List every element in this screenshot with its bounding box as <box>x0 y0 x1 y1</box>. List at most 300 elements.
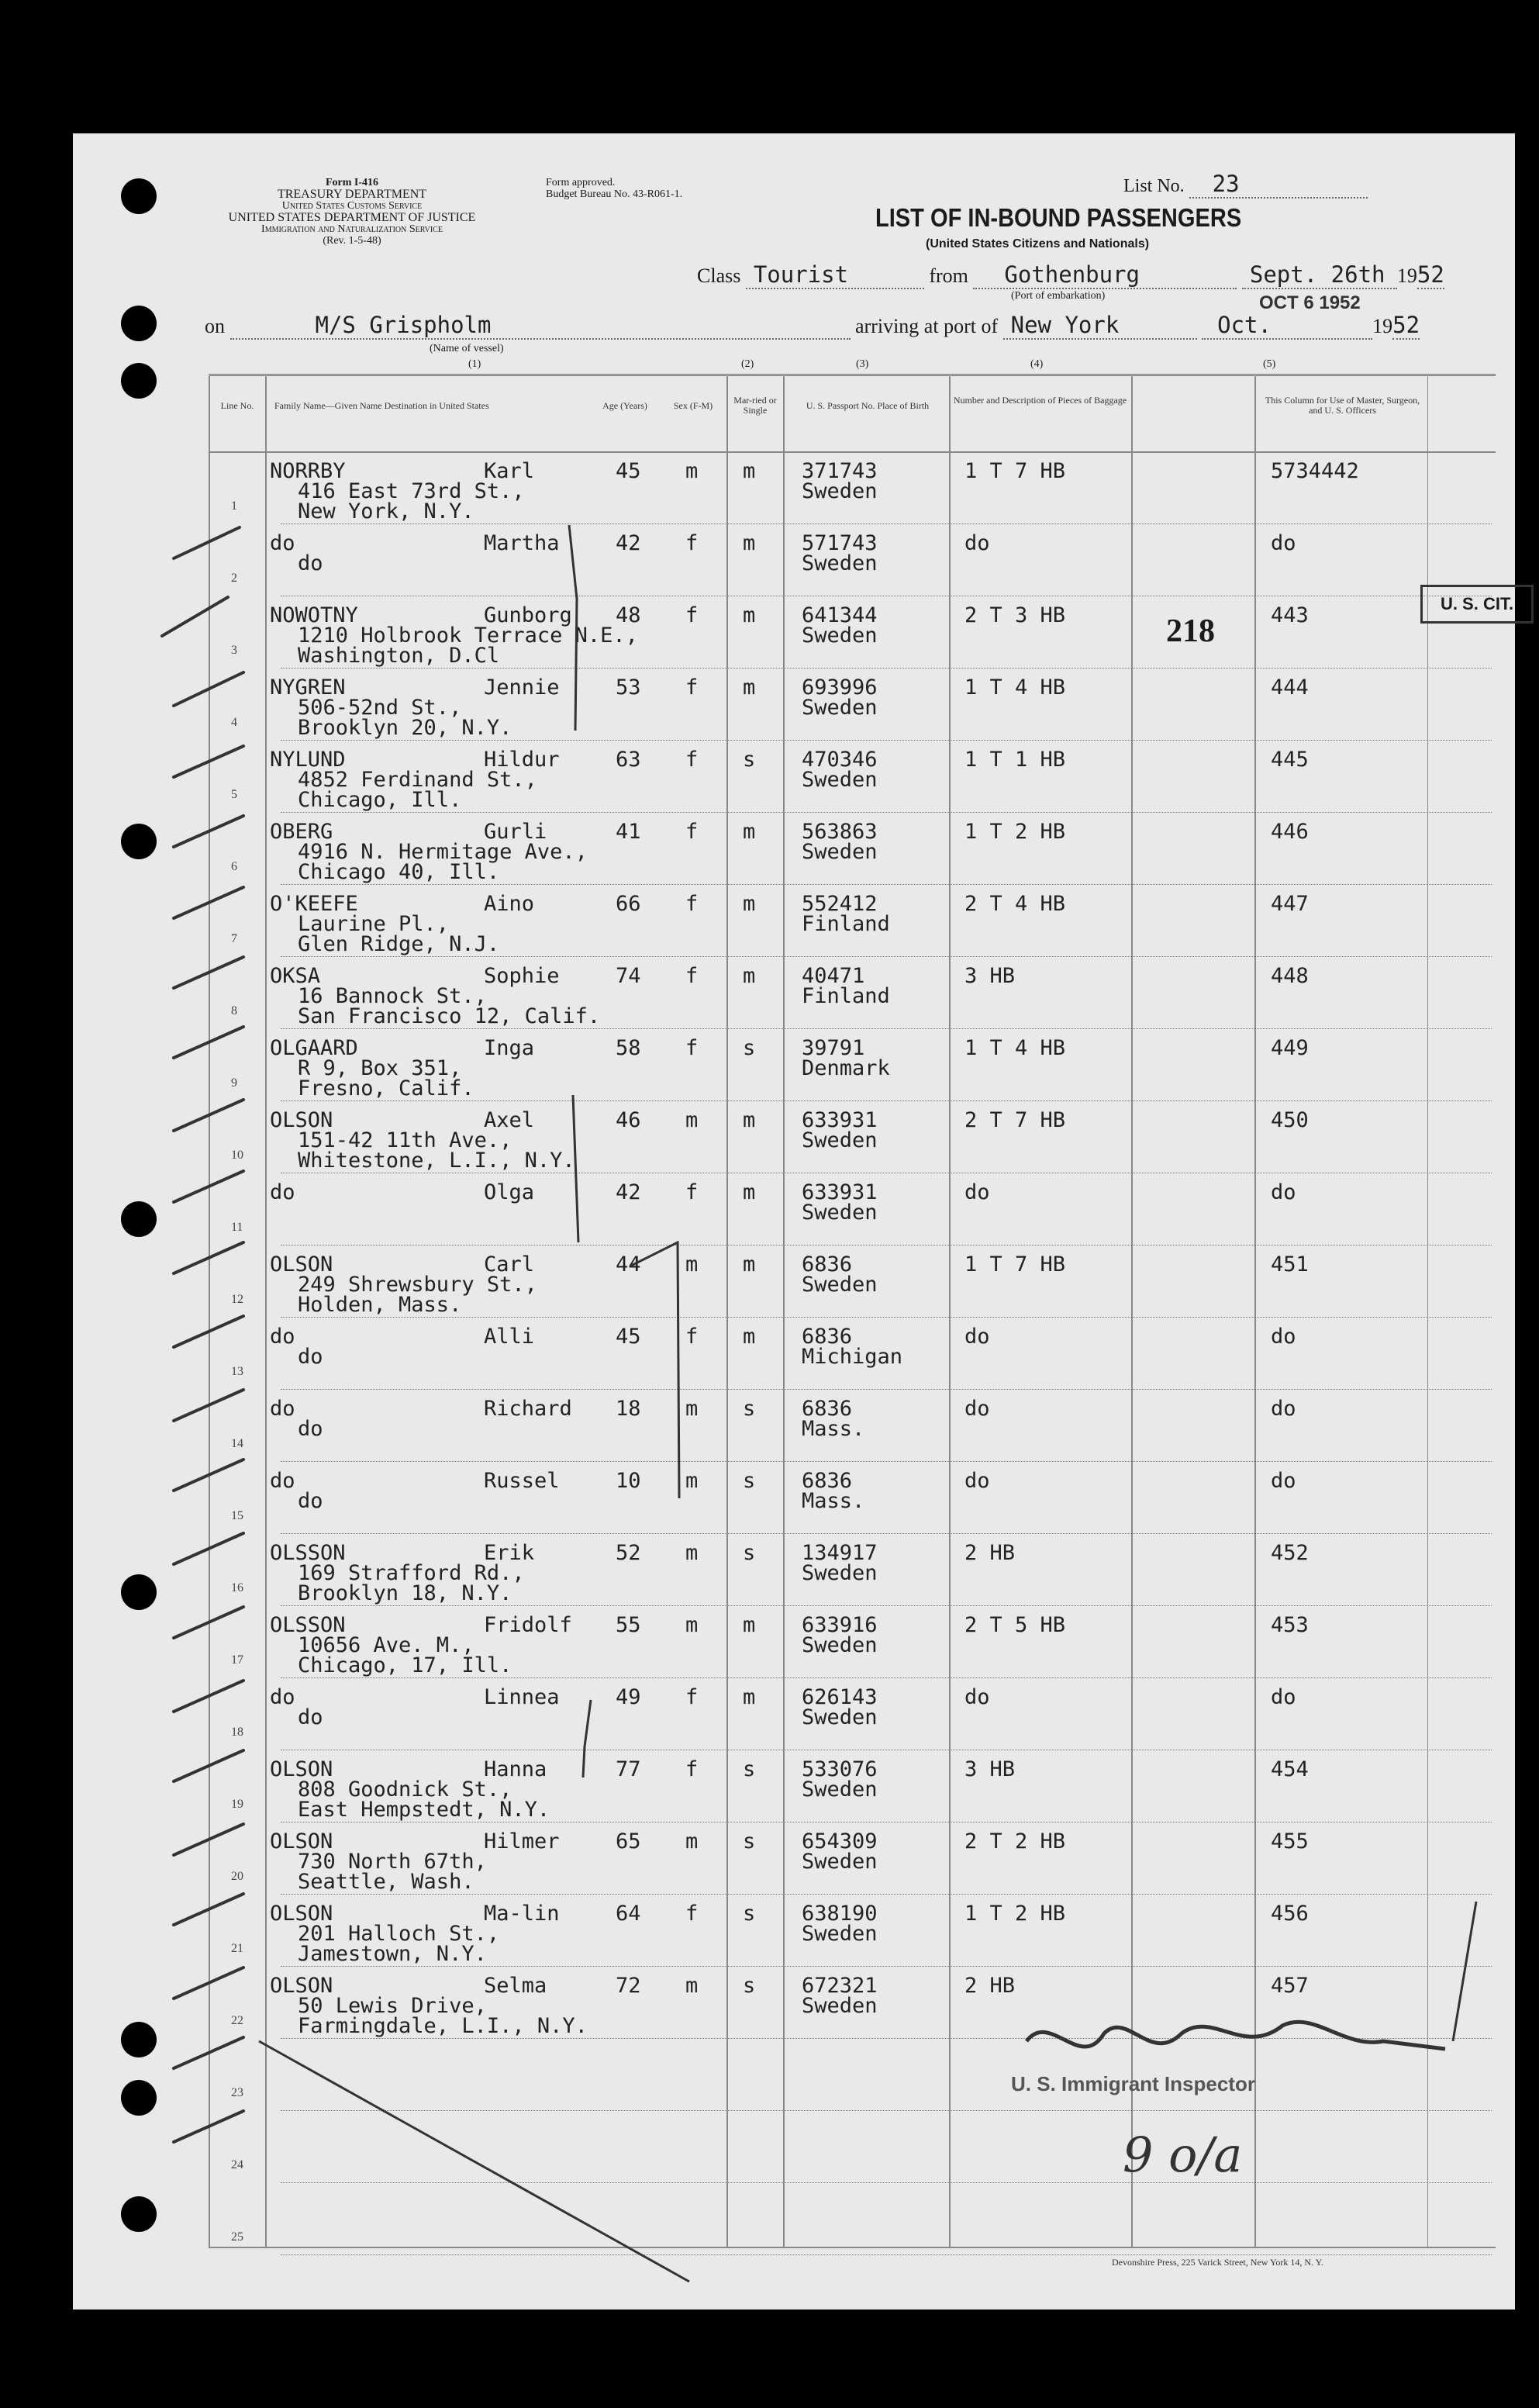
justice-dept: UNITED STATES DEPARTMENT OF JUSTICE <box>228 211 476 224</box>
signature-flourish <box>1453 1902 1476 2041</box>
sex: m <box>685 1541 699 1565</box>
age: 44 <box>616 1252 641 1277</box>
family-bracket <box>569 525 577 731</box>
line-number: 25 <box>231 2230 243 2244</box>
officer-use: 451 <box>1271 1252 1309 1277</box>
officer-use: do <box>1271 1469 1296 1493</box>
form-number: Form I-416 <box>325 177 379 188</box>
given-name: Richard <box>484 1397 572 1421</box>
family-name: OLSON <box>270 1108 333 1132</box>
arrival-date: Oct. <box>1202 312 1372 340</box>
family-name: do <box>270 1397 295 1421</box>
family-name: OLGAARD <box>270 1036 358 1060</box>
birthplace: Mass. <box>802 1489 865 1513</box>
birthplace: Sweden <box>802 479 878 503</box>
officer-use: 450 <box>1271 1108 1309 1132</box>
baggage: 2 T 5 HB <box>964 1613 1066 1637</box>
passport-no: 626143 <box>802 1685 878 1709</box>
header-officers: This Column for Use of Master, Surgeon, and U. S. Officers <box>1265 395 1420 416</box>
family-bracket <box>573 1095 578 1242</box>
age: 66 <box>616 892 641 916</box>
address-line-1: 808 Goodnick St., <box>298 1777 512 1802</box>
line-number: 8 <box>231 1004 237 1017</box>
line-number: 22 <box>231 2014 243 2027</box>
family-name: do <box>270 1685 295 1709</box>
header-age: Age (Years) <box>602 400 647 411</box>
on-label: on <box>205 315 225 337</box>
baggage: do <box>964 1325 990 1349</box>
baggage: 1 T 7 HB <box>964 459 1066 483</box>
marital-status: m <box>743 459 756 483</box>
officer-use: 452 <box>1271 1541 1309 1565</box>
line-number: 19 <box>231 1798 243 1811</box>
col-num-2: (2) <box>741 358 754 370</box>
header-passport: U. S. Passport No. Place of Birth <box>806 400 930 411</box>
line-number: 16 <box>231 1581 243 1594</box>
family-name: NORRBY <box>270 459 346 483</box>
marital-status: s <box>743 1469 756 1493</box>
birthplace: Sweden <box>802 1201 878 1225</box>
birthplace: Finland <box>802 984 890 1008</box>
baggage: 2 HB <box>964 1974 1016 1998</box>
marital-status: s <box>743 1397 756 1421</box>
birthplace: Sweden <box>802 1273 878 1297</box>
given-name: Karl <box>484 459 535 483</box>
sex: m <box>685 1397 699 1421</box>
tick-mark <box>174 1242 243 1273</box>
officer-use: 453 <box>1271 1613 1309 1637</box>
age: 65 <box>616 1829 641 1854</box>
address-line-2: Brooklyn 20, N.Y. <box>298 716 512 740</box>
birthplace: Sweden <box>802 1850 878 1874</box>
given-name: Hildur <box>484 748 560 772</box>
given-name: Selma <box>484 1974 547 1998</box>
line-number: 10 <box>231 1149 243 1162</box>
passport-no: 672321 <box>802 1974 878 1998</box>
family-name: do <box>270 1180 295 1204</box>
sex: f <box>685 892 699 916</box>
baggage: 1 T 4 HB <box>964 1036 1066 1060</box>
marital-status: s <box>743 1829 756 1854</box>
tick-mark <box>174 1894 243 1925</box>
marital-status: m <box>743 603 756 627</box>
given-name: Carl <box>484 1252 535 1277</box>
port-caption: (Port of embarkation) <box>1011 290 1106 302</box>
line-number: 11 <box>231 1221 243 1234</box>
tick-mark <box>174 2037 243 2068</box>
birthplace: Finland <box>802 912 890 936</box>
birthplace: Sweden <box>802 551 878 575</box>
family-name: OBERG <box>270 820 333 844</box>
address-line-1: do <box>298 1489 323 1513</box>
given-name: Gunborg <box>484 603 572 627</box>
family-bracket <box>631 1242 679 1498</box>
vessel-caption: (Name of vessel) <box>430 343 504 354</box>
header-baggage: Number and Description of Pieces of Baggage <box>953 395 1127 406</box>
tick-mark <box>174 1681 243 1712</box>
given-name: Ma-lin <box>484 1902 560 1926</box>
age: 45 <box>616 1325 641 1349</box>
sex: m <box>685 1252 699 1277</box>
void-slash <box>259 2041 689 2282</box>
passport-no: 470346 <box>802 748 878 772</box>
officer-use: 456 <box>1271 1902 1309 1926</box>
sex: f <box>685 748 699 772</box>
tick-mark <box>174 1100 243 1131</box>
address-line-2: New York, N.Y. <box>298 499 474 523</box>
officer-use: do <box>1271 1180 1296 1204</box>
line-number: 20 <box>231 1870 243 1883</box>
passport-no: 633931 <box>802 1180 878 1204</box>
birthplace: Sweden <box>802 1777 878 1802</box>
baggage: do <box>964 1180 990 1204</box>
marital-status: m <box>743 531 756 555</box>
line-number: 7 <box>231 932 237 945</box>
marital-status: m <box>743 820 756 844</box>
marital-status: m <box>743 964 756 988</box>
sex: f <box>685 964 699 988</box>
ins-service: Immigration and Naturalization Service <box>261 223 443 235</box>
address-line-1: 169 Strafford Rd., <box>298 1561 525 1585</box>
officer-use: 455 <box>1271 1829 1309 1854</box>
age: 46 <box>616 1108 641 1132</box>
tick-mark <box>174 1171 243 1202</box>
marital-status: m <box>743 892 756 916</box>
sex: m <box>685 1108 699 1132</box>
family-name: NYLUND <box>270 748 346 772</box>
line-number: 24 <box>231 2158 243 2171</box>
tick-mark <box>174 527 240 558</box>
marital-status: s <box>743 1902 756 1926</box>
family-name: OLSON <box>270 1902 333 1926</box>
baggage: 2 HB <box>964 1541 1016 1565</box>
birthplace: Sweden <box>802 1128 878 1152</box>
family-name: OLSON <box>270 1974 333 1998</box>
marital-status: m <box>743 675 756 700</box>
passport-no: 571743 <box>802 531 878 555</box>
passport-no: 552412 <box>802 892 878 916</box>
col-num-4: (4) <box>1030 358 1044 370</box>
sex: m <box>685 1974 699 1998</box>
given-name: Aino <box>484 892 535 916</box>
year-suffix: 52 <box>1392 312 1420 338</box>
tick-mark <box>174 1460 243 1491</box>
address-line-1: 1210 Holbrook Terrace N.E., <box>298 624 638 648</box>
class-label: Class <box>697 264 741 287</box>
year-prefix: 19 <box>1372 315 1393 337</box>
address-line-2: Chicago 40, Ill. <box>298 860 500 884</box>
baggage: 1 T 2 HB <box>964 820 1066 844</box>
given-name: Olga <box>484 1180 535 1204</box>
officer-use: 454 <box>1271 1757 1309 1781</box>
baggage: 2 T 7 HB <box>964 1108 1066 1132</box>
baggage: 2 T 3 HB <box>964 603 1066 627</box>
header-name: Family Name—Given Name Destination in United States <box>274 400 489 411</box>
tick-mark <box>174 957 243 988</box>
address-line-1: 249 Shrewsbury St., <box>298 1273 537 1297</box>
passport-no: 633916 <box>802 1613 878 1637</box>
address-line-1: 506-52nd St., <box>298 696 462 720</box>
line-number: 14 <box>231 1437 243 1450</box>
address-line-2: Washington, D.Cl <box>298 644 500 668</box>
sex: m <box>685 1469 699 1493</box>
address-line-1: 50 Lewis Drive, <box>298 1994 487 2018</box>
passport-no: 6836 <box>802 1325 853 1349</box>
officer-use: 5734442 <box>1271 459 1359 483</box>
line-number: 13 <box>231 1365 243 1378</box>
tick-mark <box>174 1390 243 1421</box>
age: 63 <box>616 748 641 772</box>
birthplace: Sweden <box>802 1561 878 1585</box>
birthplace: Sweden <box>802 1922 878 1946</box>
age: 55 <box>616 1613 641 1637</box>
family-name: OLSSON <box>270 1613 346 1637</box>
address-line-1: 4916 N. Hermitage Ave., <box>298 840 588 864</box>
officer-use: 444 <box>1271 675 1309 700</box>
list-no-label: List No. <box>1123 176 1185 196</box>
address-line-1: 151-42 11th Ave., <box>298 1128 512 1152</box>
address-line-1: do <box>298 1705 323 1729</box>
baggage: do <box>964 1397 990 1421</box>
age: 53 <box>616 675 641 700</box>
birthplace: Sweden <box>802 624 878 648</box>
family-name: OLSON <box>270 1757 333 1781</box>
page-subtitle: (United States Citizens and Nationals) <box>926 237 1150 250</box>
tick-mark <box>174 1533 243 1564</box>
age: 58 <box>616 1036 641 1060</box>
budget-bureau: Budget Bureau No. 43-R061-1. <box>546 188 683 200</box>
passport-no: 693996 <box>802 675 878 700</box>
sex: f <box>685 820 699 844</box>
sex: f <box>685 1036 699 1060</box>
age: 52 <box>616 1541 641 1565</box>
given-name: Alli <box>484 1325 535 1349</box>
age: 48 <box>616 603 641 627</box>
address-line-2: Holden, Mass. <box>298 1293 462 1317</box>
officer-use: do <box>1271 1325 1296 1349</box>
given-name: Fridolf <box>484 1613 572 1637</box>
sex: m <box>685 459 699 483</box>
marital-status: m <box>743 1685 756 1709</box>
baggage: do <box>964 1685 990 1709</box>
age: 42 <box>616 1180 641 1204</box>
given-name: Linnea <box>484 1685 560 1709</box>
sex: f <box>685 675 699 700</box>
initials: 9 o/a <box>1123 2126 1243 2183</box>
marital-status: m <box>743 1180 756 1204</box>
family-bracket <box>583 1700 591 1777</box>
address-line-2: Chicago, 17, Ill. <box>298 1653 512 1677</box>
baggage: 2 T 2 HB <box>964 1829 1066 1854</box>
line-number: 2 <box>231 572 237 585</box>
age: 72 <box>616 1974 641 1998</box>
address-line-1: 730 North 67th, <box>298 1850 487 1874</box>
birthplace: Sweden <box>802 1705 878 1729</box>
address-line-1: 10656 Ave. M., <box>298 1633 474 1657</box>
header-married: Mar-ried or Single <box>733 395 777 416</box>
marital-status: s <box>743 1974 756 1998</box>
tick-mark <box>174 1968 243 1999</box>
revision: (Rev. 1-5-48) <box>323 235 381 247</box>
family-name: NOWOTNY <box>270 603 358 627</box>
passport-no: 641344 <box>802 603 878 627</box>
passenger-manifest-page <box>73 133 1515 2310</box>
line-number: 12 <box>231 1293 243 1306</box>
line-number: 18 <box>231 1726 243 1739</box>
officer-use: 448 <box>1271 964 1309 988</box>
passport-no: 134917 <box>802 1541 878 1565</box>
year-prefix: 19 <box>1396 264 1417 287</box>
tick-mark <box>162 597 228 636</box>
given-name: Gurli <box>484 820 547 844</box>
address-line-1: 416 East 73rd St., <box>298 479 525 503</box>
family-name: O'KEEFE <box>270 892 358 916</box>
tick-mark <box>174 1027 243 1058</box>
passport-no: 533076 <box>802 1757 878 1781</box>
passport-no: 6836 <box>802 1469 853 1493</box>
birthplace: Mass. <box>802 1417 865 1441</box>
given-name: Martha <box>484 531 560 555</box>
inspector-signature <box>1027 2022 1445 2049</box>
age: 41 <box>616 820 641 844</box>
year-suffix: 52 <box>1417 261 1444 288</box>
tick-mark <box>174 1750 243 1781</box>
address-line-2: Farmingdale, L.I., N.Y. <box>298 2014 588 2038</box>
address-line-2: Jamestown, N.Y. <box>298 1942 487 1966</box>
given-name: Axel <box>484 1108 535 1132</box>
treasury-dept: TREASURY DEPARTMENT <box>277 188 427 201</box>
given-name: Hanna <box>484 1757 547 1781</box>
address-line-1: 4852 Ferdinand St., <box>298 768 537 792</box>
header-sex: Sex (F-M) <box>673 400 713 411</box>
baggage: 1 T 2 HB <box>964 1902 1066 1926</box>
officer-use: 449 <box>1271 1036 1309 1060</box>
baggage: 3 HB <box>964 964 1016 988</box>
from-label: from <box>929 264 968 287</box>
marital-status: s <box>743 1541 756 1565</box>
passport-no: 371743 <box>802 459 878 483</box>
given-name: Hilmer <box>484 1829 560 1854</box>
sex: f <box>685 1902 699 1926</box>
address-line-2: Glen Ridge, N.J. <box>298 932 500 956</box>
address-line-2: Chicago, Ill. <box>298 788 462 812</box>
marital-status: s <box>743 1036 756 1060</box>
family-name: do <box>270 1325 295 1349</box>
marital-status: m <box>743 1613 756 1637</box>
officer-use: 457 <box>1271 1974 1309 1998</box>
arrival-port: New York <box>1003 312 1197 340</box>
birthplace: Michigan <box>802 1345 903 1369</box>
age: 64 <box>616 1902 641 1926</box>
address-line-2: San Francisco 12, Calif. <box>298 1004 601 1028</box>
family-name: OLSON <box>270 1252 333 1277</box>
age: 74 <box>616 964 641 988</box>
birthplace: Sweden <box>802 1633 878 1657</box>
baggage: do <box>964 531 990 555</box>
officer-use: 446 <box>1271 820 1309 844</box>
sex: f <box>685 1180 699 1204</box>
tick-mark <box>174 1316 243 1347</box>
address-line-1: 201 Halloch St., <box>298 1922 500 1946</box>
officer-use: 443 <box>1271 603 1309 627</box>
age: 10 <box>616 1469 641 1493</box>
address-line-2: Brooklyn 18, N.Y. <box>298 1581 512 1605</box>
marital-status: m <box>743 1108 756 1132</box>
tick-mark <box>174 672 243 706</box>
given-name: Sophie <box>484 964 560 988</box>
address-line-1: 16 Bannock St., <box>298 984 487 1008</box>
inspector-caption: U. S. Immigrant Inspector <box>1011 2072 1255 2095</box>
passport-no: 654309 <box>802 1829 878 1854</box>
line-number: 5 <box>231 788 237 801</box>
list-no-value: 23 <box>1189 171 1368 199</box>
officer-use: do <box>1271 1397 1296 1421</box>
line-number: 1 <box>231 499 237 513</box>
passport-no: 563863 <box>802 820 878 844</box>
line-number: 21 <box>231 1942 243 1955</box>
customs-service: United States Customs Service <box>281 200 423 212</box>
given-name: Erik <box>484 1541 535 1565</box>
passport-no: 633931 <box>802 1108 878 1132</box>
line-number: 23 <box>231 2086 243 2099</box>
arrival-date-stamp: OCT 6 1952 <box>1259 292 1361 313</box>
given-name: Inga <box>484 1036 535 1060</box>
tick-mark <box>174 746 243 777</box>
address-line-1: Laurine Pl., <box>298 912 450 936</box>
tick-mark <box>174 816 243 847</box>
marital-status: s <box>743 1757 756 1781</box>
col-num-3: (3) <box>856 358 869 370</box>
birthplace: Sweden <box>802 1994 878 2018</box>
address-line-1: R 9, Box 351, <box>298 1056 462 1080</box>
line-number: 9 <box>231 1076 237 1090</box>
vessel-name: M/S Grispholm <box>230 312 851 340</box>
family-name: do <box>270 1469 295 1493</box>
family-name: OLSSON <box>270 1541 346 1565</box>
passport-no: 6836 <box>802 1252 853 1277</box>
line-number: 6 <box>231 860 237 873</box>
address-line-1: do <box>298 1417 323 1441</box>
given-name: Jennie <box>484 675 560 700</box>
sex: m <box>685 1613 699 1637</box>
birthplace: Denmark <box>802 1056 890 1080</box>
marital-status: m <box>743 1325 756 1349</box>
address-line-1: do <box>298 1345 323 1369</box>
printer-footer: Devonshire Press, 225 Varick Street, New York 14, N. Y. <box>1112 2257 1323 2268</box>
form-approved: Form approved. <box>546 177 616 188</box>
address-line-2: Seattle, Wash. <box>298 1870 474 1894</box>
officer-use: 445 <box>1271 748 1309 772</box>
col-num-5: (5) <box>1263 358 1276 370</box>
birthplace: Sweden <box>802 840 878 864</box>
baggage: 2 T 4 HB <box>964 892 1066 916</box>
address-line-2: East Hempstedt, N.Y. <box>298 1798 550 1822</box>
pencil-marks <box>73 133 1515 2310</box>
sex: f <box>685 531 699 555</box>
address-line-1: do <box>298 551 323 575</box>
family-name: OKSA <box>270 964 321 988</box>
address-line-2: Fresno, Calif. <box>298 1076 474 1100</box>
marital-status: m <box>743 1252 756 1277</box>
arriving-label: arriving at port of <box>855 315 999 337</box>
us-citizen-stamp: U. S. CIT. <box>1420 585 1534 624</box>
page-number-stamp: 218 <box>1166 613 1215 649</box>
passport-no: 40471 <box>802 964 865 988</box>
tick-mark <box>174 1607 243 1638</box>
baggage: 1 T 4 HB <box>964 675 1066 700</box>
sex: f <box>685 603 699 627</box>
departure-date: Sept. 26th <box>1242 261 1397 289</box>
